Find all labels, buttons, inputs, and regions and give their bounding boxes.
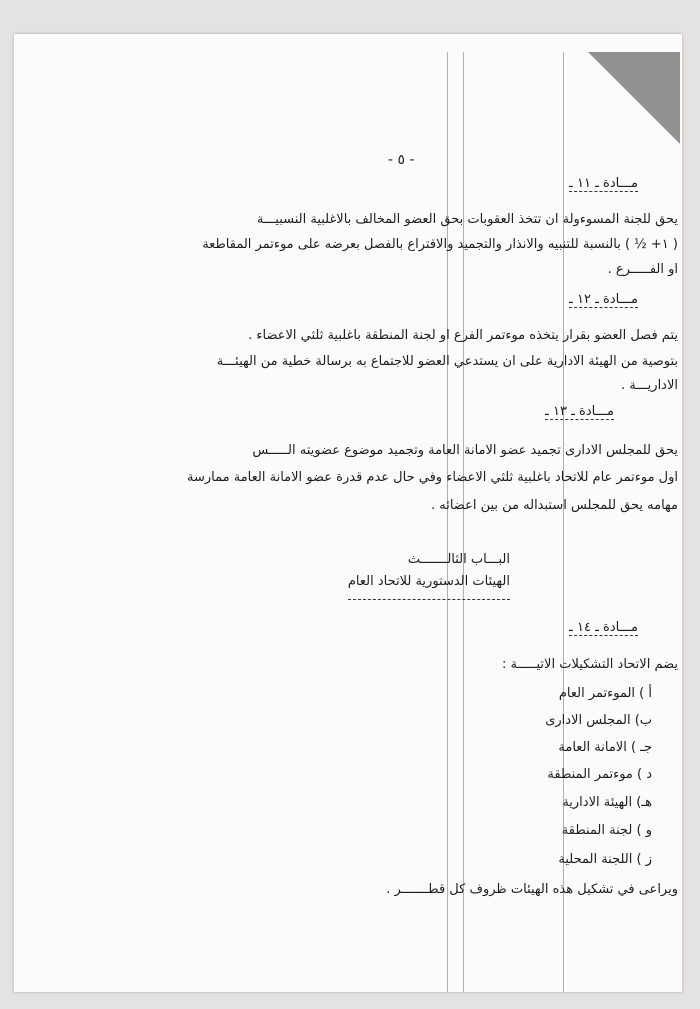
scan-line [563,52,564,992]
page-number: - ٥ - [388,152,415,168]
article-13-line: مهامه يحق للمجلس استبداله من بين اعضائه . [430,498,678,513]
list-item: ز ) اللجنة المحلية [558,852,652,867]
folded-corner-shadow [588,52,680,144]
article-13-heading: مـــادة ـ ١٣ ـ [545,404,614,419]
scan-line [463,52,464,992]
article-14-heading: مـــادة ـ ١٤ ـ [569,620,638,635]
scan-line [447,52,448,992]
article-13-line: يحق للمجلس الادارى تجميد عضو الامانة العامة وتجميد موضوع عضويته الـــــس [252,443,678,458]
list-item: أ ) الموءتمر العام [558,686,652,701]
list-item: د ) موءتمر المنطقة [547,767,652,782]
chapter-subtitle: الهيئات الدستورية للاتحاد العام [348,574,510,600]
list-item: هـ) الهيئة الادارية [562,795,652,810]
list-item: ب) المجلس الادارى [545,713,652,728]
article-12-heading: مـــادة ـ ١٢ ـ [569,292,638,307]
article-11-line: ( ١+ ½ ) بالنسبة للتنبيه والانذار والتجميد والاقتراع بالفصل بعرضه على موءتمر المقاطعة [202,237,678,252]
article-11-line: او الفـــــرع . [607,262,678,277]
article-12-line: بتوصية من الهيئة الادارية على ان يستدعي العضو للاجتماع به برسالة خطية من الهيئـــة [216,354,678,369]
list-item: و ) لجنة المنطقة [561,823,652,838]
chapter-title: البـــاب الثالـــــــث [407,552,510,567]
article-11-heading: مـــادة ـ ١١ ـ [569,176,638,191]
list-item: جـ ) الامانة العامة [558,740,652,755]
article-13-line: اول موءتمر عام للاتحاد باغلبية ثلثي الاعضاء وفي حال عدم قدرة عضو الامانة العامة ممارسة [187,470,678,485]
article-12-line: يتم فصل العضو بقرار يتخذه موءتمر الفرع او لجنة المنطقة باغلبية ثلثي الاعضاء . [248,328,678,343]
article-11-line: يحق للجنة المسوءولة ان تتخذ العقوبات بحق العضو المخالف بالاغلبية النسبيـــة [256,212,678,227]
article-14-closing: ويراعى في تشكيل هذه الهيئات ظروف كل قطـــــــر . [386,882,678,897]
article-14-intro: يضم الاتحاد التشكيلات الاتيـــــة : [501,657,678,672]
article-12-line: الاداريـــة . [621,378,678,393]
